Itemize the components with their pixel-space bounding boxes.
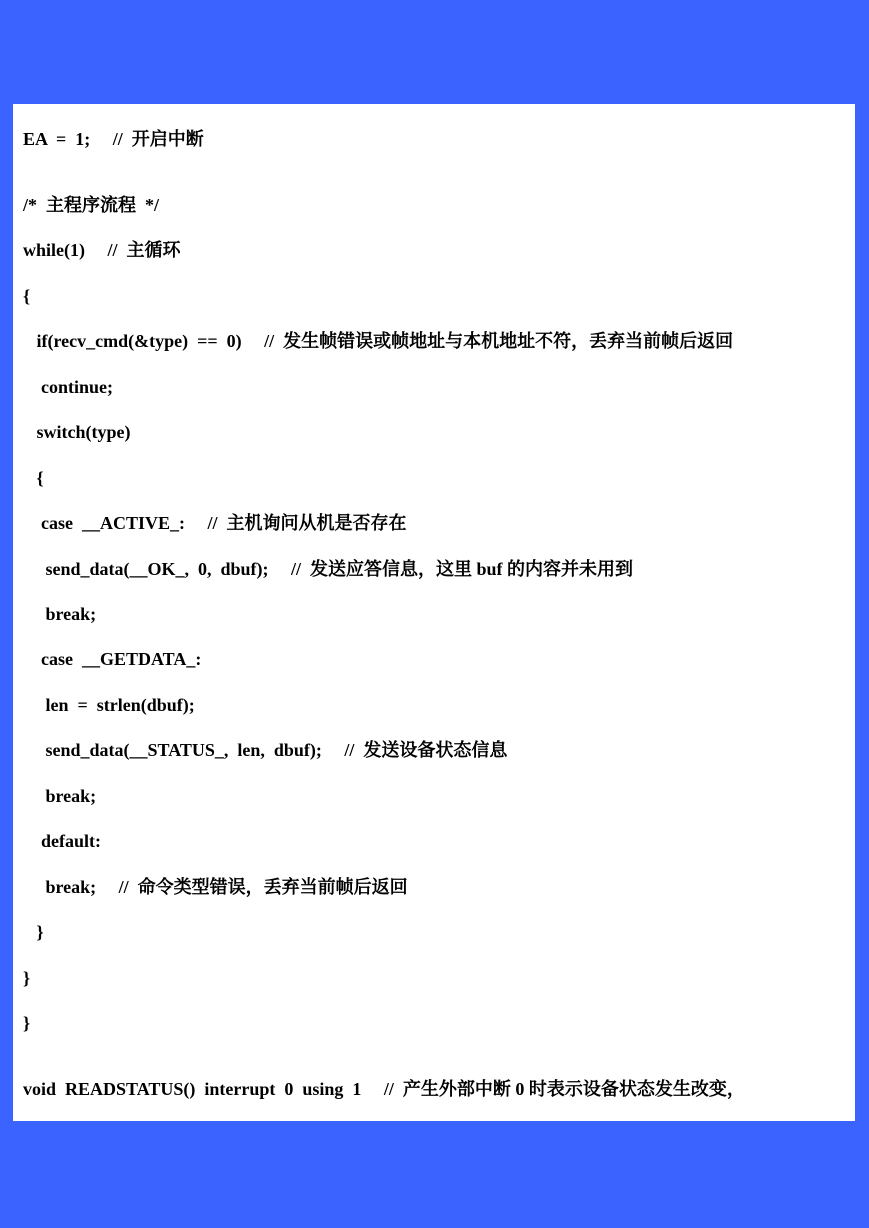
code-line-16: default: xyxy=(23,831,101,851)
code-line-10: send_data(__OK_, 0, dbuf); // 发送应答信息，这里 buf 的内容并未用到 xyxy=(23,559,634,579)
code-line-12: case __GETDATA_: xyxy=(23,649,202,669)
code-line-20: } xyxy=(23,1013,31,1033)
code-line-13: len = strlen(dbuf); xyxy=(23,695,195,715)
code-line-19: } xyxy=(23,968,31,988)
code-line-14: send_data(__STATUS_, len, dbuf); // 发送设备状态信息 xyxy=(23,740,508,760)
code-line-6: continue; xyxy=(23,377,113,397)
code-line-4: { xyxy=(23,286,31,306)
code-line-21: void READSTATUS() interrupt 0 using 1 // 产生外部中断 0 时表示设备状态发生改变， xyxy=(23,1079,745,1099)
code-line-11: break; xyxy=(23,604,97,624)
code-line-18: } xyxy=(23,922,44,942)
code-line-7: switch(type) xyxy=(23,422,131,442)
code-line-1: EA = 1; // 开启中断 xyxy=(23,129,204,149)
code-line-3: while(1) // 主循环 xyxy=(23,240,181,260)
code-line-15: break; xyxy=(23,786,97,806)
code-line-5: if(recv_cmd(&type) == 0) // 发生帧错误或帧地址与本机地址不符，丢弃当前帧后返回 xyxy=(23,331,734,351)
code-line-9: case __ACTIVE_: // 主机询问从机是否存在 xyxy=(23,513,407,533)
code-line-17: break; // 命令类型错误，丢弃当前帧后返回 xyxy=(23,877,408,897)
code-line-8: { xyxy=(23,468,44,488)
document-page xyxy=(13,104,855,1121)
code-line-2: /* 主程序流程 */ xyxy=(23,195,160,215)
